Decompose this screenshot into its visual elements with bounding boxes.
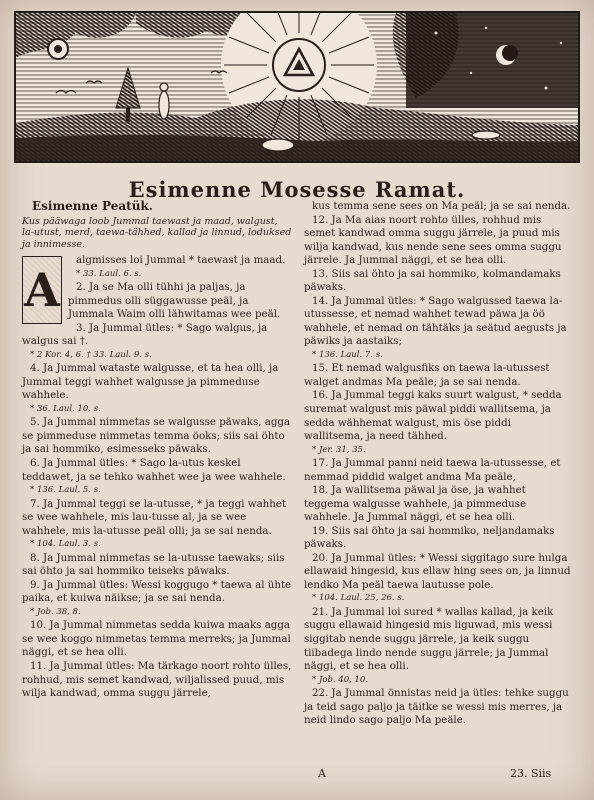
verse: 22. Ja Jummal önnistas neid ja ütles: tehke suggu ja teid sago paljo ja täitke se wessi mis merres, ja neid lindo sago paljo Ma peäle. [304, 687, 569, 727]
chapter-summary: Kus pääwaga loob Jummal taewast ja maad, walgust, la-utust, merd, taewa-tähhed, kallad ja linnud, loduksed ja innimesse. [22, 215, 292, 250]
verse: 9. Ja Jummal ütles: Wessi koggugo * taewa al ühte paika, et kuiwa näikse; ja se sai nenda. [22, 578, 292, 605]
verse: 19. Siis sai öhto ja sai hommiko, neljandamaks päwaks. [304, 524, 555, 551]
verse: 16. Ja Jummal teggi kaks suurt walgust, * sedda suremat walgust mis päwal piddi wallitsema, ja sedda wähhemat walgust, mis öse piddi wallitsema, ja need tähhed. [304, 389, 562, 443]
verse: algmisses loi Jummal * taewast ja maad. [76, 254, 286, 267]
verse-reference: * 33. Laul. 6. s. [76, 268, 142, 279]
verse: 8. Ja Jummal nimmetas se la-utusse taewaks; siis sai öhto ja sai hommiko teiseks päwaks. [22, 551, 285, 578]
verse: 18. Ja wallitsema päwal ja öse, ja wahhet teggema walgusse wahhele, ja pimmeduse wahhele. Ja Jummal näggi, et se hea olli. [304, 484, 527, 524]
chapter-title: Esimenne Peatük. [32, 199, 153, 213]
verse-reference: * Jer. 31, 35. [312, 444, 366, 455]
verse: kus temma sene sees on Ma peäl; ja se sai nenda. [312, 200, 571, 212]
verse: 3. Ja Jummal ütles: * Sago walgus, ja walgus sai †. [22, 321, 268, 348]
verse-reference: * 2 Kor. 4, 6. † 33. Laul. 9. s. [30, 349, 152, 360]
human-figures [159, 83, 169, 119]
verse: 13. Siis sai öhto ja sai hommiko, kolmandamaks päwaks. [304, 267, 561, 294]
verse: 11. Ja Jummal ütles: Ma tärkago noort rohto ülles, rohhud, mis semet kandwad, wiljalissed puud, mis wilja kandwad, omma suggu järrele, [22, 659, 292, 700]
left-column [22, 200, 292, 701]
right-column [304, 200, 572, 728]
verse-reference: * 36. Laul. 10. s. [30, 403, 101, 414]
verse: 6. Ja Jummal ütles: * Sago la-utus keskel teddawet, ja se tehko wahhet wee ja wee wahhele. [22, 457, 286, 483]
verse: 7. Ja Jummal teggi se la-utusse, * ja teggi wahhet se wee wahhele, mis lau-tusse al, ja se wee wahhele, mis la-utusse peäl olli; ja se sai nenda. [22, 497, 287, 537]
verse: 14. Ja Jummal ütles: * Sago walgussed taewa la-utussesse, et nemad wahhet tewad päwa ja öö wahhele, et nemad on tähtäks ja seätud aegusts ja päwiks ja aastaiks; [304, 294, 567, 348]
verse-reference: * 136. Laul. 5. s. [30, 485, 101, 496]
verse: 10. Ja Jummal nimmetas sedda kuiwa maaks agga se wee koggo nimmetas temma merreks; ja Jummal näggi, et se hea olli. [22, 619, 291, 659]
verse: 2. Ja se Ma olli tühhi ja paljas, ja pimmedus olli süggawusse peäl, ja Jummala Waim olli lähwitamas wee peäl. [68, 281, 281, 321]
book-title: Esimenne Mosesse Ramat. [128, 177, 466, 202]
verse: 12. Ja Ma aias noort rohto ülles, rohhud mis semet kandwad omma suggu järrele, ja puud mis wilja kandwad, kus nende sene sees omma suggu järrele. Ja Jummal näggi, et se hea olli. [304, 213, 562, 267]
decorated-initial: A [22, 256, 62, 324]
signature-mark: A [318, 767, 326, 780]
verse: 17. Ja Jummal panni neid taewa la-utussesse, et nemmad piddid walget andma Ma peäle, [304, 457, 561, 483]
verse-reference: * Job. 40, 10. [312, 674, 369, 685]
verse: 4. Ja Jummal wataste walgusse, et ta hea olli, ja Jummal teggi wahhet walgusse ja pimmeduse wahhele. [22, 362, 279, 402]
verse-reference: * 136. Laul. 7. s. [312, 349, 383, 360]
verse: 5. Ja Jummal nimmetas se walgusse päwaks, agga se pimmeduse nimmetas temma öoks; siis sai öhto ja sai hommiko, esimesseks päwaks. [22, 416, 291, 456]
verse-reference: * 104. Laul. 3. s. [30, 539, 101, 550]
verse-reference: * Job. 38, 8. [30, 606, 81, 617]
opening-verse-block [22, 254, 292, 322]
sun-icon [48, 39, 68, 59]
woodcut-image [16, 13, 578, 161]
catchword: 23. Siis [510, 767, 552, 780]
creation-woodcut-illustration [14, 11, 580, 163]
verse: 21. Ja Jummal loi sured * wallas kallad, ja keik suggu ellawaid hingesid mis liguwad, mis wessi siggitab nende suggu järrele, ja keik suggu tiibadega lindo nende suggu järrele; ja Jummal näggi, et se hea olli. [304, 605, 554, 673]
verse: 15. Et nemad walgusfiks on taewa la-utussest walget andmas Ma peäle; ja se sai nenda. [304, 362, 550, 388]
verse: 20. Ja Jummal ütles: * Wessi siggitago sure hulga ellawaid hingesid, kus ellaw hing sees on, ja linnud lendko Ma peäl taewa lautusse pole. [304, 551, 571, 591]
verse-reference: * 104. Laul. 25, 26. s. [312, 593, 405, 604]
